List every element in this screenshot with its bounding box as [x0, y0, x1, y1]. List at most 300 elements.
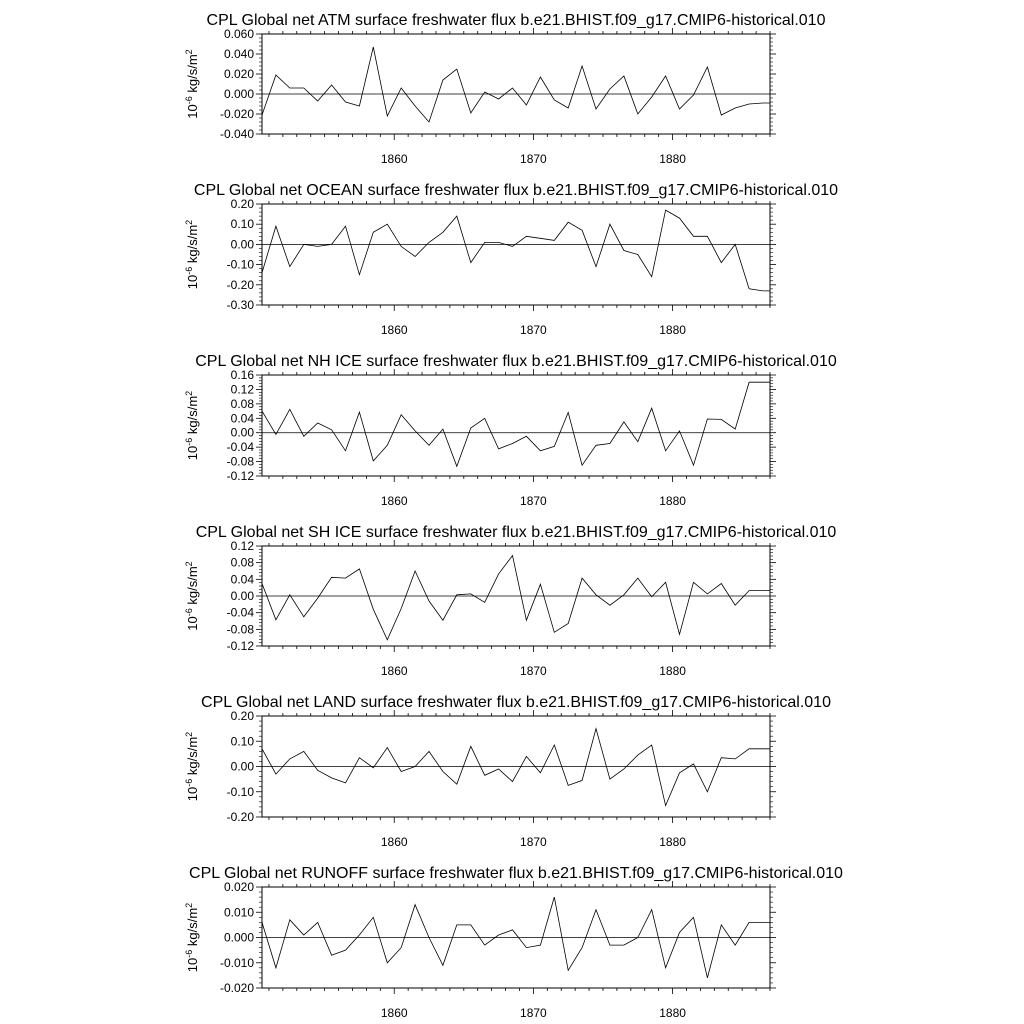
data-point: [650, 407, 652, 409]
x-tick-label: 1880: [659, 323, 686, 337]
data-point: [581, 577, 583, 579]
data-point: [664, 581, 666, 583]
data-point: [497, 768, 499, 770]
data-point: [330, 777, 332, 779]
data-point: [414, 105, 416, 107]
data-point: [414, 430, 416, 432]
y-tick-label: 0.08: [230, 555, 254, 570]
data-point: [567, 969, 569, 971]
data-point: [595, 444, 597, 446]
y-tick-label: -0.20: [226, 277, 254, 292]
data-point: [316, 422, 318, 424]
data-point: [525, 755, 527, 757]
data-point: [275, 433, 277, 435]
data-point: [720, 114, 722, 116]
data-point: [456, 215, 458, 217]
y-axis-label-base: 10: [185, 786, 200, 802]
data-point: [511, 442, 513, 444]
data-point: [609, 88, 611, 90]
data-point: [511, 245, 513, 247]
data-point: [664, 209, 666, 211]
data-point: [470, 427, 472, 429]
y-tick-label: 0.00: [230, 759, 254, 774]
data-point: [344, 949, 346, 951]
data-point: [664, 967, 666, 969]
data-point: [595, 909, 597, 911]
data-point: [567, 622, 569, 624]
data-point: [316, 245, 318, 247]
chart-panel-1: [184, 12, 826, 166]
chart-panel-5: [184, 694, 831, 849]
plot-frame: [262, 34, 770, 134]
data-point: [289, 265, 291, 267]
data-point: [734, 107, 736, 109]
data-point: [637, 253, 639, 255]
series-line: [262, 210, 770, 291]
data-point: [358, 756, 360, 758]
y-axis-label-base: 10: [185, 274, 200, 290]
y-tick-label: 0.060: [223, 27, 254, 41]
data-point: [609, 604, 611, 606]
data-point: [428, 750, 430, 752]
data-point: [261, 271, 263, 273]
data-point: [609, 778, 611, 780]
data-point: [650, 96, 652, 98]
y-tick-label: -0.10: [226, 257, 254, 272]
series-line: [262, 382, 770, 466]
chart-panel-4: [184, 524, 836, 678]
data-point: [316, 100, 318, 102]
chart-title: CPL Global net ATM surface freshwater flux b.e21.BHIST.f09_g17.CMIP6-historical.010: [206, 12, 826, 29]
data-point: [497, 573, 499, 575]
y-tick-label: -0.08: [226, 454, 254, 469]
series-line: [262, 729, 770, 806]
data-point: [769, 589, 771, 591]
data-point: [769, 102, 771, 104]
x-tick-label: 1880: [659, 664, 686, 678]
data-point: [567, 411, 569, 413]
y-tick-label: -0.020: [219, 981, 254, 995]
y-tick-label: 0.040: [223, 47, 254, 61]
data-point: [456, 924, 458, 926]
data-point: [692, 581, 694, 583]
data-point: [386, 223, 388, 225]
data-point: [414, 765, 416, 767]
data-point: [414, 255, 416, 257]
data-point: [609, 944, 611, 946]
data-point: [483, 601, 485, 603]
data-point: [664, 804, 666, 806]
data-point: [650, 909, 652, 911]
data-point: [692, 464, 694, 466]
data-point: [400, 607, 402, 609]
data-point: [261, 921, 263, 923]
data-point: [706, 418, 708, 420]
data-point: [289, 758, 291, 760]
chart-title: CPL Global net NH ICE surface freshwater flux b.e21.BHIST.f09_g17.CMIP6-historical.010: [195, 353, 837, 370]
y-axis-label-unit-exponent: 2: [184, 731, 194, 737]
data-point: [525, 435, 527, 437]
y-tick-label: 0.10: [230, 217, 254, 232]
data-point: [539, 76, 541, 78]
data-point: [428, 600, 430, 602]
y-tick-label: 0.010: [223, 905, 254, 920]
data-point: [637, 936, 639, 938]
y-tick-label: 0.20: [230, 709, 254, 723]
data-point: [748, 103, 750, 105]
data-point: [303, 87, 305, 89]
data-point: [748, 288, 750, 290]
plot-frame: [262, 204, 770, 305]
data-point: [428, 936, 430, 938]
data-point: [289, 594, 291, 596]
data-point: [456, 465, 458, 467]
data-point: [762, 290, 764, 292]
data-point: [372, 46, 374, 48]
y-tick-label: -0.20: [226, 810, 254, 824]
data-point: [595, 594, 597, 596]
data-point: [483, 417, 485, 419]
data-point: [428, 121, 430, 123]
x-tick-label: 1880: [659, 1006, 686, 1020]
y-axis-label-unit: kg/s/m: [185, 395, 200, 438]
data-point: [497, 98, 499, 100]
data-point: [567, 221, 569, 223]
chart-title: CPL Global net OCEAN surface freshwater flux b.e21.BHIST.f09_g17.CMIP6-historical.010: [193, 182, 839, 199]
data-point: [303, 616, 305, 618]
y-axis-label-exponent: -6: [184, 949, 194, 958]
data-point: [539, 944, 541, 946]
y-axis-label-base: 10: [185, 957, 200, 973]
y-axis-label-unit-exponent: 2: [184, 390, 194, 396]
data-point: [706, 66, 708, 68]
y-axis-label-exponent: -6: [184, 96, 194, 105]
data-point: [637, 113, 639, 115]
chart-title: CPL Global net RUNOFF surface freshwater flux b.e21.BHIST.f09_g17.CMIP6-historical.010: [189, 865, 843, 882]
data-point: [553, 99, 555, 101]
data-point: [275, 74, 277, 76]
data-point: [442, 231, 444, 233]
data-point: [483, 944, 485, 946]
data-point: [664, 450, 666, 452]
y-tick-label: 0.16: [230, 368, 254, 382]
data-point: [261, 114, 263, 116]
data-point: [456, 594, 458, 596]
chart-panel-2: [184, 182, 838, 337]
data-point: [581, 464, 583, 466]
data-point: [678, 772, 680, 774]
data-point: [720, 418, 722, 420]
y-tick-label: -0.04: [226, 605, 254, 620]
data-point: [678, 633, 680, 635]
data-point: [539, 237, 541, 239]
data-point: [678, 430, 680, 432]
data-point: [762, 381, 764, 383]
data-point: [497, 934, 499, 936]
x-tick-label: 1880: [659, 494, 686, 508]
data-point: [539, 583, 541, 585]
data-point: [330, 84, 332, 86]
data-point: [442, 964, 444, 966]
data-point: [372, 767, 374, 769]
data-point: [511, 780, 513, 782]
x-tick-label: 1870: [520, 152, 547, 166]
data-point: [442, 428, 444, 430]
y-axis-label-unit: kg/s/m: [185, 736, 200, 779]
data-point: [483, 241, 485, 243]
data-point: [581, 779, 583, 781]
data-point: [344, 450, 346, 452]
data-point: [609, 223, 611, 225]
data-point: [316, 597, 318, 599]
x-tick-label: 1860: [380, 1006, 408, 1020]
chart-title: CPL Global net SH ICE surface freshwater flux b.e21.BHIST.f09_g17.CMIP6-historical.010: [195, 524, 837, 541]
data-point: [720, 261, 722, 263]
data-point: [706, 235, 708, 237]
y-axis-label-base: 10: [185, 445, 200, 461]
y-axis-label-unit-exponent: 2: [184, 902, 194, 908]
data-point: [386, 746, 388, 748]
data-point: [553, 896, 555, 898]
data-point: [539, 450, 541, 452]
data-point: [358, 274, 360, 276]
data-point: [261, 410, 263, 412]
data-point: [372, 916, 374, 918]
data-point: [344, 577, 346, 579]
y-axis-label-unit-exponent: 2: [184, 561, 194, 567]
data-point: [609, 442, 611, 444]
data-point: [358, 105, 360, 107]
data-point: [769, 748, 771, 750]
y-tick-label: -0.040: [219, 127, 254, 141]
data-point: [386, 115, 388, 117]
data-point: [692, 763, 694, 765]
data-point: [261, 582, 263, 584]
data-point: [769, 381, 771, 383]
data-point: [470, 745, 472, 747]
y-tick-label: -0.30: [226, 298, 254, 312]
series-line: [262, 47, 770, 122]
data-point: [372, 460, 374, 462]
y-tick-label: 0.04: [230, 411, 254, 426]
y-tick-label: 0.08: [230, 396, 254, 411]
data-point: [762, 921, 764, 923]
data-point: [720, 582, 722, 584]
y-axis-label-unit: kg/s/m: [185, 54, 200, 97]
data-point: [567, 784, 569, 786]
data-point: [706, 791, 708, 793]
data-point: [316, 769, 318, 771]
data-point: [539, 772, 541, 774]
data-point: [581, 65, 583, 67]
data-point: [330, 576, 332, 578]
data-point: [706, 593, 708, 595]
x-tick-label: 1880: [659, 152, 686, 166]
data-point: [470, 112, 472, 114]
y-tick-label: -0.10: [226, 784, 254, 799]
data-point: [748, 748, 750, 750]
y-axis-label-unit: kg/s/m: [185, 907, 200, 950]
data-point: [769, 290, 771, 292]
data-point: [623, 594, 625, 596]
data-point: [275, 773, 277, 775]
data-point: [637, 441, 639, 443]
y-tick-label: 0.00: [230, 589, 254, 603]
y-axis-label: [184, 49, 200, 118]
series-line: [262, 556, 770, 640]
y-axis-label-exponent: -6: [184, 437, 194, 446]
x-tick-label: 1870: [520, 835, 547, 849]
data-point: [330, 243, 332, 245]
data-point: [553, 239, 555, 241]
data-point: [720, 924, 722, 926]
data-point: [595, 265, 597, 267]
y-axis-label-unit: kg/s/m: [185, 566, 200, 609]
data-point: [553, 631, 555, 633]
chart-title: CPL Global net LAND surface freshwater flux b.e21.BHIST.f09_g17.CMIP6-historical.010: [201, 694, 831, 711]
data-point: [316, 921, 318, 923]
data-point: [442, 79, 444, 81]
data-point: [275, 967, 277, 969]
data-point: [650, 596, 652, 598]
data-point: [358, 568, 360, 570]
data-point: [637, 754, 639, 756]
y-axis-label: [184, 391, 200, 460]
data-point: [748, 589, 750, 591]
data-point: [678, 217, 680, 219]
data-point: [734, 243, 736, 245]
y-tick-label: -0.020: [219, 107, 254, 121]
x-tick-label: 1860: [380, 323, 408, 337]
y-tick-label: -0.08: [226, 622, 254, 637]
data-point: [553, 445, 555, 447]
data-point: [762, 589, 764, 591]
x-tick-label: 1870: [520, 1006, 547, 1020]
data-point: [344, 101, 346, 103]
data-point: [720, 756, 722, 758]
y-tick-label: 0.020: [223, 880, 254, 894]
y-tick-label: 0.10: [230, 734, 254, 749]
data-point: [442, 619, 444, 621]
data-point: [623, 249, 625, 251]
data-point: [769, 921, 771, 923]
data-point: [595, 108, 597, 110]
data-point: [303, 934, 305, 936]
data-point: [386, 444, 388, 446]
data-point: [289, 408, 291, 410]
data-point: [692, 94, 694, 96]
y-tick-label: -0.12: [226, 469, 254, 483]
data-point: [762, 748, 764, 750]
data-point: [511, 929, 513, 931]
data-point: [428, 241, 430, 243]
x-tick-label: 1860: [380, 835, 408, 849]
data-point: [414, 570, 416, 572]
data-point: [400, 770, 402, 772]
data-point: [303, 435, 305, 437]
data-point: [386, 962, 388, 964]
data-point: [330, 954, 332, 956]
data-point: [678, 931, 680, 933]
data-point: [692, 916, 694, 918]
data-point: [483, 91, 485, 93]
y-axis-label-unit-exponent: 2: [184, 49, 194, 55]
y-tick-label: 0.000: [223, 930, 254, 945]
chart-panel-3: [184, 353, 837, 508]
data-point: [456, 783, 458, 785]
y-axis-label: [184, 561, 200, 630]
x-tick-label: 1860: [380, 664, 408, 678]
data-point: [664, 75, 666, 77]
data-point: [372, 231, 374, 233]
y-axis-label-exponent: -6: [184, 608, 194, 617]
data-point: [748, 921, 750, 923]
data-point: [289, 919, 291, 921]
y-tick-label: 0.00: [230, 237, 254, 252]
data-point: [261, 748, 263, 750]
data-point: [581, 946, 583, 948]
data-point: [623, 944, 625, 946]
y-axis-label-base: 10: [185, 616, 200, 631]
data-point: [358, 934, 360, 936]
x-tick-label: 1860: [380, 152, 408, 166]
data-point: [734, 944, 736, 946]
data-point: [706, 977, 708, 979]
x-tick-label: 1870: [520, 664, 547, 678]
data-point: [595, 727, 597, 729]
data-point: [303, 750, 305, 752]
data-point: [734, 428, 736, 430]
data-point: [483, 774, 485, 776]
data-point: [275, 225, 277, 227]
y-axis-label-unit: kg/s/m: [185, 224, 200, 267]
data-point: [678, 108, 680, 110]
data-point: [650, 276, 652, 278]
x-tick-label: 1870: [520, 494, 547, 508]
y-tick-label: -0.12: [226, 639, 254, 653]
data-point: [567, 107, 569, 109]
y-tick-label: 0.000: [223, 87, 254, 101]
y-tick-label: 0.12: [230, 382, 254, 397]
data-point: [623, 421, 625, 423]
data-point: [400, 87, 402, 89]
data-point: [442, 770, 444, 772]
data-point: [386, 639, 388, 641]
y-axis-label: [184, 903, 200, 972]
data-point: [525, 104, 527, 106]
y-tick-label: 0.00: [230, 425, 254, 440]
data-point: [497, 241, 499, 243]
data-point: [762, 102, 764, 104]
x-tick-label: 1880: [659, 835, 686, 849]
y-axis-label-exponent: -6: [184, 778, 194, 787]
data-point: [734, 758, 736, 760]
y-tick-label: 0.20: [230, 197, 254, 211]
data-point: [553, 744, 555, 746]
y-tick-label: -0.010: [219, 955, 254, 970]
data-point: [525, 619, 527, 621]
data-point: [470, 593, 472, 595]
y-axis-label-exponent: -6: [184, 266, 194, 275]
data-point: [497, 448, 499, 450]
data-point: [358, 411, 360, 413]
data-point: [748, 381, 750, 383]
data-point: [525, 235, 527, 237]
data-point: [581, 229, 583, 231]
data-point: [692, 235, 694, 237]
data-point: [330, 429, 332, 431]
data-point: [344, 782, 346, 784]
